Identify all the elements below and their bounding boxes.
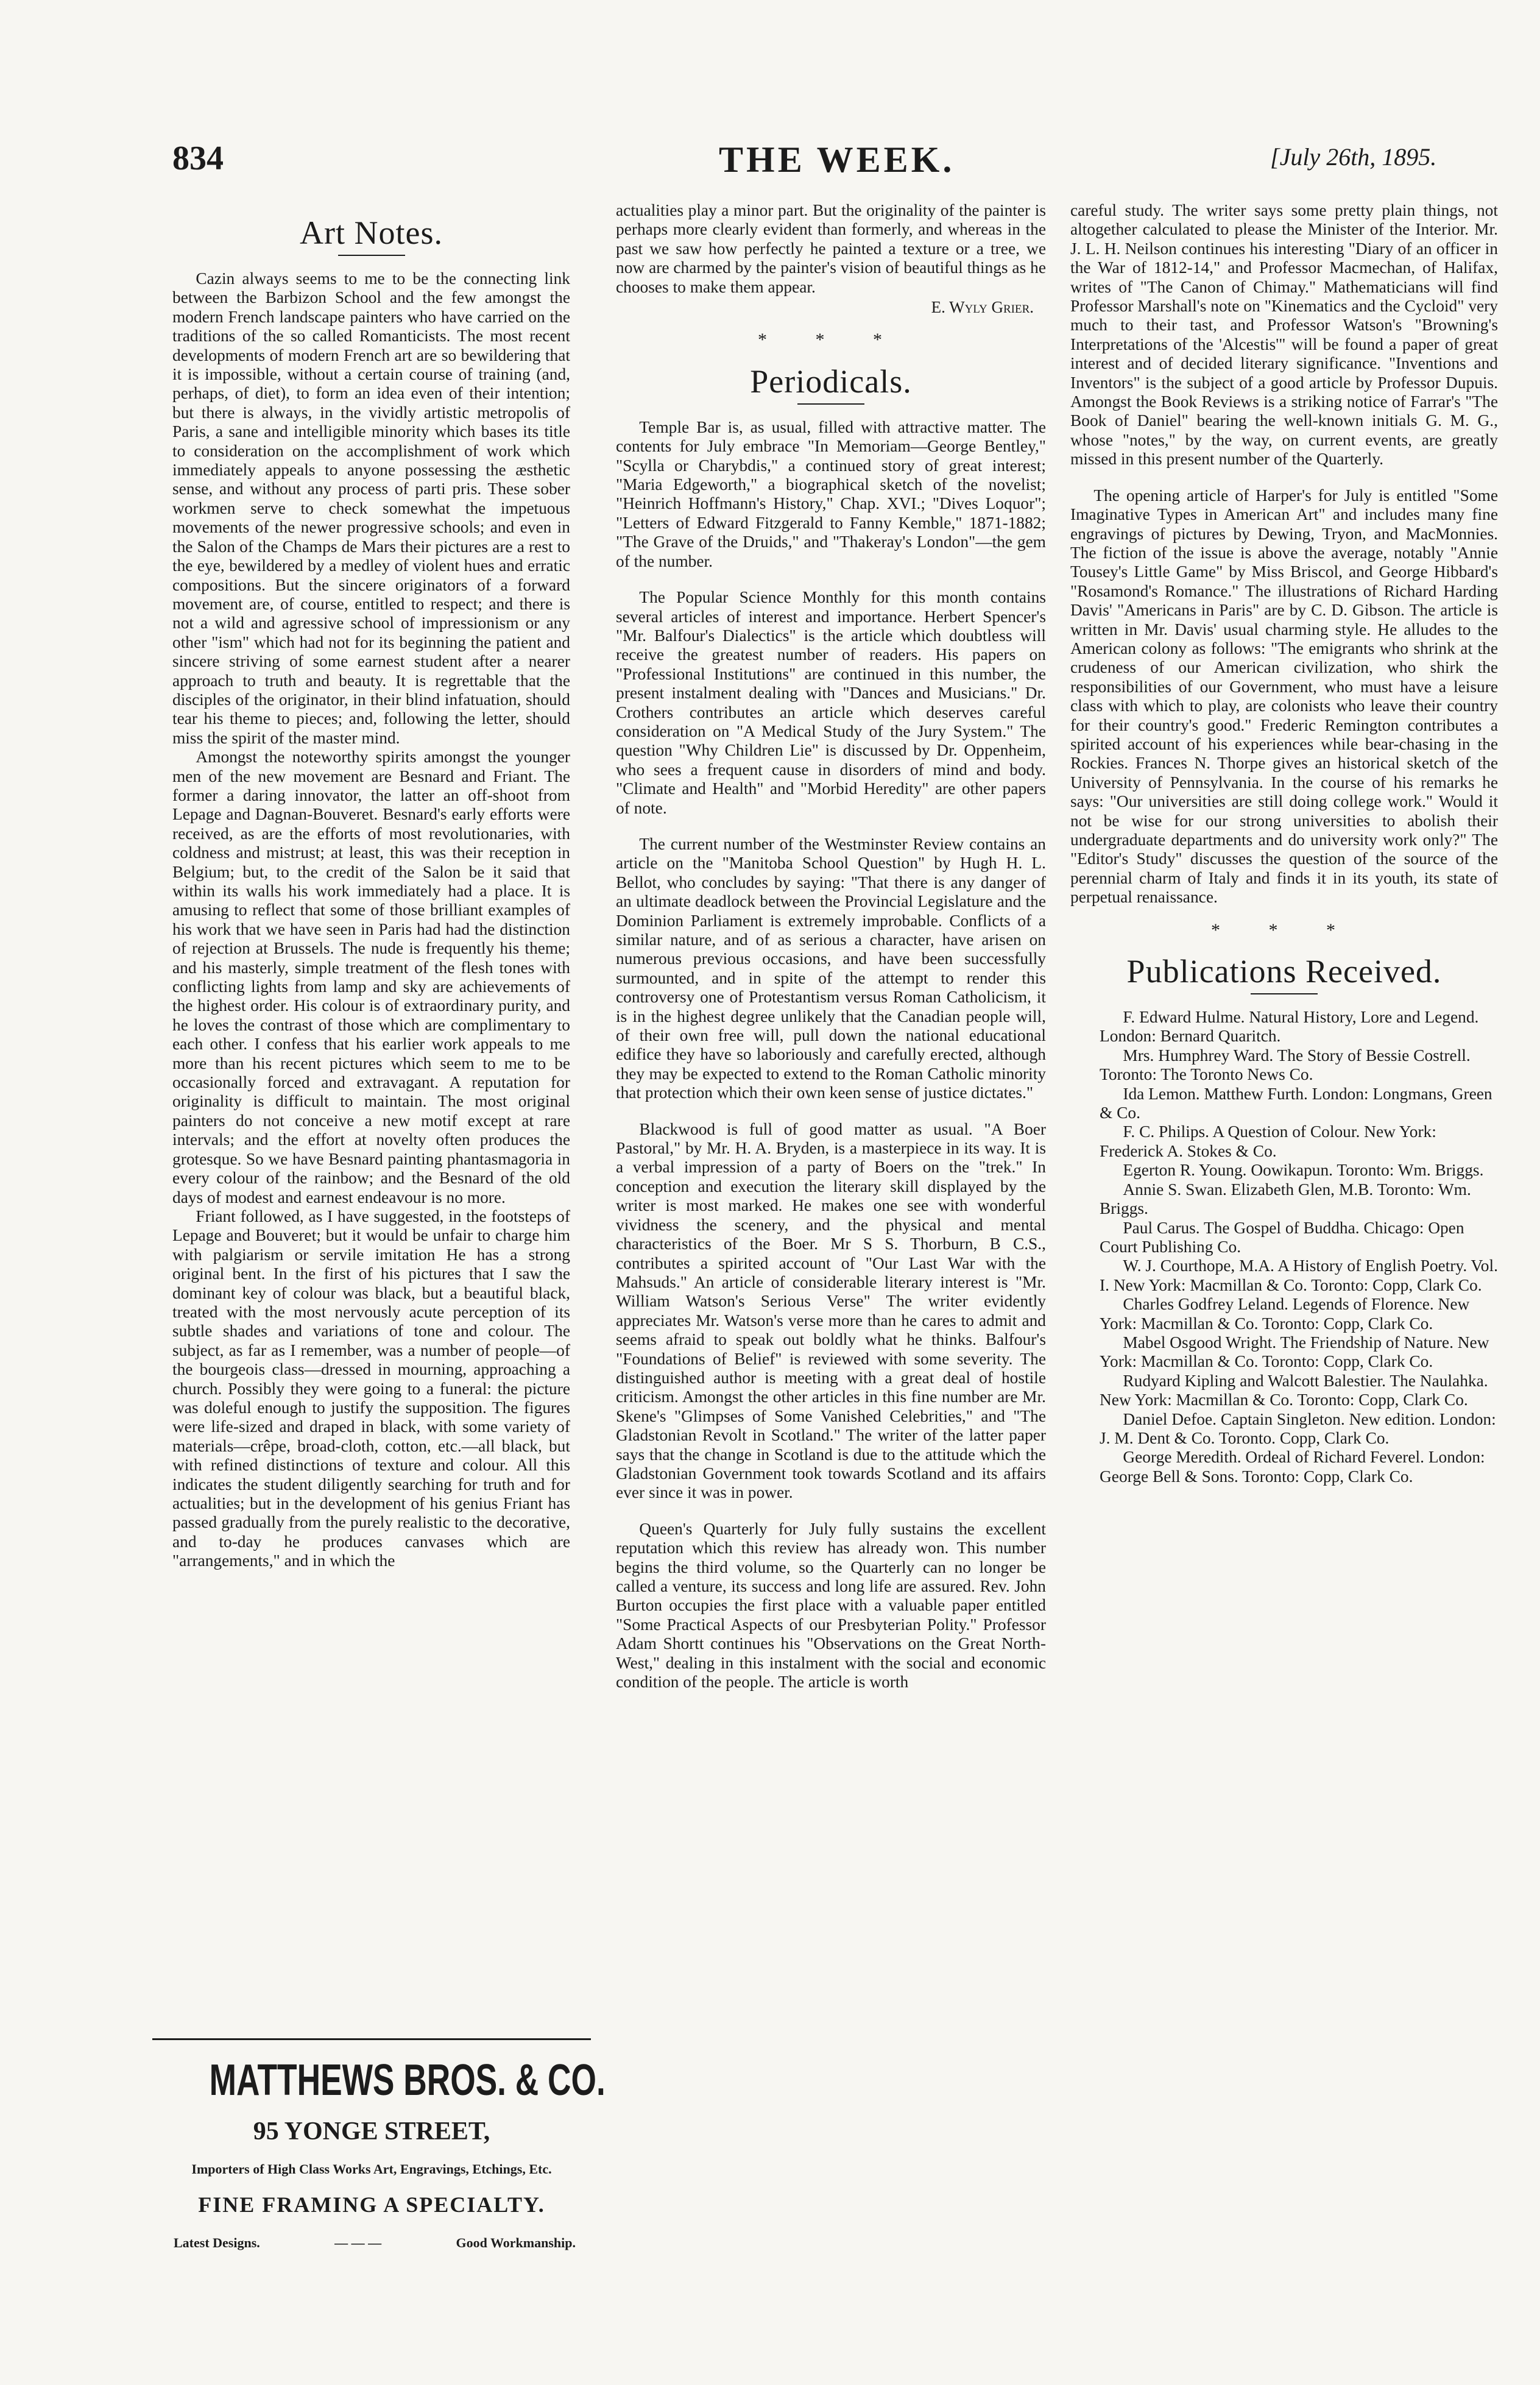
advertiser-name: MATTHEWS BROS. & CO. xyxy=(209,2056,606,2105)
title-rule xyxy=(797,403,864,405)
publications-list xyxy=(1070,1008,1498,1486)
publication-entry: Charles Godfrey Leland. Legends of Florence. New York: Macmillan & Co. Toronto: Copp, Clark Co. xyxy=(1100,1295,1470,1333)
advertiser-address: 95 YONGE STREET, xyxy=(253,2117,490,2146)
masthead: THE WEEK. xyxy=(719,140,955,180)
publications-title: Publications Received. xyxy=(1126,953,1442,990)
periodicals-paragraph: Blackwood is full of good matter as usual. "A Boer Pastoral," by Mr. H. A. Bryden, is a masterpiece in its way. It is a verbal impression of a party of Boers on the "trek." In conception and execution the literary skill displayed by the writer is most marked. He makes one see with wonderful vividness the scenery, and the physical and mental characteristics of the Boer. Mr S S. Thorburn, B C.S., contributes a spirited account of "Our Last War with the Mahsuds." An article of considerable literary interest is "Mr. William Watson's Serious Verse" The writer evidently appreciates Mr. Watson's verse more than he cares to admit and seems afraid to speak out boldly what he thinks. Balfour's "Foundations of Belief" is reviewed with some severity. The distinguished author is meeting with a great deal of hostile criticism. Amongst the other articles in this fine number are Mr. Skene's "Glimpses of Some Vanished Celebrities," and "The Gladstonian Revolt in Scotland." The writer of the latter paper says that the change in Scotland is due to the attitude which the Gladstonian Government took towards Scotland and its affairs ever since it was in power. xyxy=(616,1119,1046,1502)
publication-entry: Egerton R. Young. Oowikapun. Toronto: Wm. Briggs. xyxy=(1123,1161,1484,1180)
advertiser-specialty: FINE FRAMING A SPECIALTY. xyxy=(198,2192,545,2217)
page-number: 834 xyxy=(172,140,224,177)
ad-footer-mid: — — — xyxy=(334,2235,382,2250)
art-notes-paragraph: Amongst the noteworthy spirits amongst the younger men of the new movement are Besnard and Friant. The former a daring innovator, the latter an off-shoot from Lepage and Dagnan-Bouveret. Besnard's early efforts were received, as are the efforts of most revolutionaries, with coldness and mistrust; at least, this was their reception in Belgium; but, to the credit of the Salon be it said that within its walls his work immediately had a place. It is amusing to reflect that some of those brilliant examples of his work that we have seen in Paris had had the distinction of rejection at Brussels. The nude is frequently his theme; and his masterly, simple treatment of the flesh tones with conflicting lights from lamp and sky are achievements of the highest order. His colour is of extraordinary purity, and he loves the contrast of those which are complimentary to each other. I confess that his earlier work appeals to me more than his recent pictures which seem to me to be occasionally forced and extravagant. A reputation for originality is difficult to maintain. The most original painters do not conceive a new motif except at rare intervals; and the effort at novelty often produces the grotesque. So we have Besnard painting phantasmagoria in every colour of the rainbow; and the Besnard of the old days of modest and earnest endeavour is no more. xyxy=(172,748,570,1207)
periodicals-title: Periodicals. xyxy=(750,363,912,400)
column-1 xyxy=(172,201,570,1571)
periodicals-paragraph: The current number of the Westminster Review contains an article on the "Manitoba School Question" by Hugh H. L. Bellot, who concludes by saying: "That there is any danger of an ultimate deadlock between the Provincial Legislature and the Dominion Parliament is extremely improbable. Conflicts of a similar nature, and of as serious a character, have arisen on numerous previous occasions, and have been successfully surmounted, and in spite of the attempt to render this controversy one of Protestantism versus Roman Catholicism, it is in the highest degree unlikely that the Canadian people will, of their own free will, pull down the national educational edifice they have so laboriously and carefully erected, although they may be expected to extend to the Roman Catholic minority that protection which their own keen sense of justice dictates." xyxy=(616,834,1046,1102)
publication-entry: George Meredith. Ordeal of Richard Feverel. London: George Bell & Sons. Toronto: Copp, Clark Co. xyxy=(1100,1448,1485,1486)
publication-entry: W. J. Courthope, M.A. A History of English Poetry. Vol. I. New York: Macmillan & Co. Toronto: Copp, Clark Co. xyxy=(1100,1256,1498,1294)
page-header xyxy=(0,139,1540,194)
art-notes-paragraph: Friant followed, as I have suggested, in the footsteps of Lepage and Bouveret; but it would be unfair to charge him with palgiarism or servile imitation He has a strong original bent. In the first of his pictures that I saw the dominant key of colour was black, but a beautiful black, treated with the most nervously acute perception of its subtle shades and variations of tone and colour. The subject, as far as I remember, was a number of people—of the bourgeois class—dressed in mourning, approaching a church. Possibly they were going to a funeral: the picture was doleful enough to justify the supposition. The figures were life-sized and draped in black, with some variety of materials—crêpe, broad-cloth, cotton, etc.—all black, but with refined distinctions of texture and colour. All this indicates the student diligently searching for truth and for actualities; but in the development of his genius Friant has passed gradually from the purely realistic to the decorative, and to-day he produces canvases which are "arrangements," and in which the xyxy=(172,1207,570,1570)
publication-entry: Paul Carus. The Gospel of Buddha. Chicago: Open Court Publishing Co. xyxy=(1100,1218,1464,1256)
publication-entry: F. C. Philips. A Question of Colour. New York: Frederick A. Stokes & Co. xyxy=(1100,1122,1436,1160)
section-stars: * * * xyxy=(758,330,904,350)
title-rule xyxy=(1251,993,1318,994)
publication-entry: F. Edward Hulme. Natural History, Lore and Legend. London: Bernard Quaritch. xyxy=(1100,1008,1479,1046)
column-3 xyxy=(1070,201,1498,1486)
advertiser-description: Importers of High Class Works Art, Engravings, Etchings, Etc. xyxy=(191,2161,552,2177)
art-notes-continuation: actualities play a minor part. But the originality of the painter is perhaps more clearly evident than formerly, and whereas in the past we saw how perfectly he painted a texture or a tree, we now are charmed by the painter's vision of beautiful things as he chooses to make them appear. xyxy=(616,201,1046,296)
section-stars: * * * xyxy=(1211,920,1357,940)
publication-entry: Rudyard Kipling and Walcott Balestier. The Naulahka. New York: Macmillan & Co. Toronto: Copp, Clark Co. xyxy=(1100,1371,1488,1409)
publication-entry: Daniel Defoe. Captain Singleton. New edition. London: J. M. Dent & Co. Toronto. Copp, Clark Co. xyxy=(1100,1409,1496,1447)
advertiser-footer xyxy=(152,2235,591,2251)
publication-entry: Mrs. Humphrey Ward. The Story of Bessie Costrell. Toronto: The Toronto News Co. xyxy=(1100,1046,1471,1084)
art-notes-signature: E. Wyly Grier. xyxy=(931,298,1034,317)
column-2 xyxy=(616,201,1046,1692)
periodicals-paragraph: Temple Bar is, as usual, filled with attractive matter. The contents for July embrace "In Memoriam—George Bentley," "Scylla or Charybdis," a continued story of great interest; "Maria Edgeworth," a biographical sketch of the novelist; "Heinrich Hoffmann's History," Chap. XVI.; "Dives Loquor"; "Letters of Edward Fitzgerald to Fanny Kemble," 1871-1882; "The Grave of the Druids," and "Thakeray's London"—the gem of the number. xyxy=(616,417,1046,570)
advertisement xyxy=(152,2038,606,2251)
periodicals-paragraph: Queen's Quarterly for July fully sustains the excellent reputation which this review has already won. This number begins the third volume, so the Quarterly can no longer be called a venture, its success and long life are assured. Rev. John Burton occupies the first place with a valuable paper entitled "Some Practical Aspects of our Presbyterian Polity." Professor Adam Shortt continues his "Observations on the Great North-West," dealing in this instalment with the social and economic condition of the people. The article is worth xyxy=(616,1519,1046,1692)
publication-entry: Mabel Osgood Wright. The Friendship of Nature. New York: Macmillan & Co. Toronto: Copp, Clark Co. xyxy=(1100,1333,1489,1371)
publication-entry: Annie S. Swan. Elizabeth Glen, M.B. Toronto: Wm. Briggs. xyxy=(1100,1180,1471,1218)
periodicals-continuation: careful study. The writer says some pretty plain things, not altogether calculated to please the Minister of the Interior. Mr. J. L. H. Neilson continues his interesting "Diary of an officer in the War of 1812-14," and Professor Macmechan, of Halifax, writes of "The Canon of Chimay." Mathematicians will find Professor Marshall's note on "Kinematics and the Cycloid" very much to their tast, and Professor Watson's "Browning's Interpretations of the 'Alcestis'" will be found a paper of great interest and of decided literary significance. "Inventions and Inventors" is the subject of a good article by Professor Dupuis. Amongst the Book Reviews is a striking notice of Farrar's "The Book of Daniel" bearing the well-known initials G. M. G., whose "notes," by the way, on current events, are greatly missed in this present number of the Quarterly. xyxy=(1070,201,1498,469)
periodicals-paragraph: The opening article of Harper's for July is entitled "Some Imaginative Types in American Art" and includes many fine engravings of pictures by Dewing, Tryon, and MacMonnies. The fiction of the issue is above the average, notably "Annie Tousey's Little Game" by Miss Briscol, and George Hibbard's "Rosamond's Romance." The illustrations of Richard Harding Davis' "Americans in Paris" are by C. D. Gibson. The article is written in Mr. Davis' usual charming style. He alludes to the American colony as follows: "The emigrants who shrink at the crudeness of our American civilization, who shirk the responsibilities of our Government, who must have a leisure class with which to play, are colonists who leave their country for their country's good." Frederic Remington contributes a spirited account of his experiences while bear-chasing in the Rockies. Frances N. Thorpe gives an historical sketch of the University of Pennsylvania. In the course of his remarks he says: "Our universities are still doing college work." Would it not be wise for our strong universities to abolish their undergraduate departments and do university work only?" The "Editor's Study" discusses the question of the source of the perennial charm of Italy and finds it in its youth, its state of perpetual renaissance. xyxy=(1070,486,1498,907)
ad-footer-right: Good Workmanship. xyxy=(456,2235,576,2250)
periodicals-paragraph: The Popular Science Monthly for this month contains several articles of interest and importance. Herbert Spencer's "Mr. Balfour's Dialectics" is the article which doubtless will receive the greatest number of readers. His papers on "Professional Institutions" are continued in this number, the present instalment dealing with "Dances and Musicians." Dr. Crothers contributes an article which deserves careful consideration on "A Medical Study of the Jury System." The question "Why Children Lie" is discussed by Dr. Oppenheim, who sees a frequent cause in disorders of mind and body. "Climate and Health" and "Morbid Heredity" are other papers of note. xyxy=(616,588,1046,817)
art-notes-title: Art Notes. xyxy=(300,214,443,251)
title-rule xyxy=(338,255,405,256)
publication-entry: Ida Lemon. Matthew Furth. London: Longmans, Green & Co. xyxy=(1100,1084,1492,1122)
art-notes-paragraph: Cazin always seems to me to be the connecting link between the Barbizon School and the few amongst the modern French landscape painters who have carried on the traditions of the so called Romanticists. The most recent developments of modern French art are so bewildering that it is impossible, without a certain course of training (and, perhaps, of diet), to form an idea even of their intention; but there is always, in the vividly artistic metropolis of Paris, a sane and intelligible minority which bases its title to consideration on the accomplishment of work which immediately appeals to anyone possessing the æsthetic sense, and without any process of parti pris. These sober workmen serve to check somewhat the impetuous movements of the newer progressive schools; and even in the Salon of the Champs de Mars their pictures are a rest to the eye, bewildered by a medley of violent hues and erratic compositions. But the sincere originators of a forward movement are, of course, entitled to respect; and there is not a wild and agressive school of impressionism or any other "ism" which had not for its beginning the patient and sincere striving of some earnest student after a nearer approach to truth and beauty. It is regrettable that the disciples of the originator, in their blind infatuation, should tear his theme to pieces; and, following the letter, should miss the spirit of the master mind. xyxy=(172,269,570,747)
issue-date: [July 26th, 1895. xyxy=(1270,143,1437,171)
ad-footer-left: Latest Designs. xyxy=(174,2235,260,2250)
